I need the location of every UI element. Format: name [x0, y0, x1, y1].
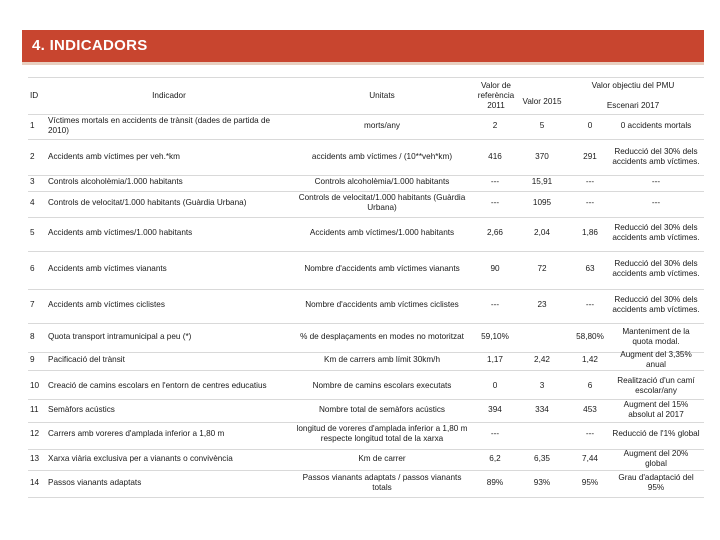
row-10-units: [292, 374, 472, 398]
row-7-target-text: ---: [585, 300, 595, 309]
header-indicator-text: Indicador: [152, 91, 186, 100]
row-11-indicator-text: Semàfors acústics: [48, 405, 115, 414]
row-12-units-text: longitud de voreres d'amplada inferior a 1,80 m respecte longitud total de la xarxa: [296, 424, 468, 443]
row-13-id-text: 13: [30, 454, 40, 463]
row-2-v2015: [518, 140, 566, 174]
row-9-units: [292, 351, 472, 369]
row-7-v2015-text: 23: [537, 300, 547, 309]
row-5-id: [30, 216, 48, 250]
row-10-id-text: 10: [30, 381, 40, 390]
row-6-ref: [474, 250, 516, 288]
row-4-units-text: Controls de velocitat/1.000 habitants (Guàrdia Urbana): [298, 193, 466, 212]
row-8-units-text: % de desplaçaments en modes no motoritzat: [300, 332, 464, 341]
row-8-indicator: [48, 323, 290, 351]
row-7-id: [30, 288, 48, 322]
row-3-indicator: [48, 174, 290, 190]
row-6-ref-text: 90: [490, 264, 500, 273]
row-5-id-text: 5: [30, 228, 35, 237]
row-9-ref-text: 1,17: [487, 355, 503, 364]
row-12-id-text: 12: [30, 429, 40, 438]
row-1-scenario-text: 0 accidents mortals: [620, 121, 692, 130]
row-11-v2015-text: 334: [535, 405, 549, 414]
row-3-v2015-text: 15,91: [531, 177, 553, 186]
header-id: [30, 89, 48, 103]
row-2-units-text: accidents amb víctimes / (10**veh*km): [311, 152, 453, 161]
row-1-id-text: 1: [30, 121, 35, 130]
row-4-v2015: [518, 190, 566, 216]
row-10-ref-text: 0: [492, 381, 498, 390]
row-8-target-text: 58,80%: [576, 332, 604, 341]
row-3-target: [566, 174, 614, 190]
row-9-id: [30, 351, 48, 369]
row-14-target-text: 95%: [581, 478, 599, 487]
row-3-id: [30, 174, 48, 190]
row-5-scenario: [612, 216, 700, 250]
row-4-id: [30, 190, 48, 216]
row-6-id: [30, 250, 48, 288]
row-9-ref: [474, 351, 516, 369]
row-14-ref-text: 89%: [486, 478, 504, 487]
row-7-ref: [474, 288, 516, 322]
row-4-ref-text: ---: [490, 198, 500, 207]
row-7-indicator: [48, 288, 290, 322]
row-11-units: [292, 399, 472, 421]
row-3-target-text: ---: [585, 177, 595, 186]
row-11-ref: [474, 399, 516, 421]
row-11-id: [30, 399, 48, 421]
row-2-target: [566, 140, 614, 174]
row-10-v2015-text: 3: [539, 381, 545, 390]
header-units-text: Unitats: [369, 91, 395, 100]
row-6-v2015-text: 72: [537, 264, 547, 273]
row-12-id: [30, 420, 48, 448]
row-14-target: [566, 470, 614, 496]
row-6-indicator: [48, 250, 290, 288]
row-14-v2015: [518, 470, 566, 496]
row-2-ref-text: 416: [488, 152, 502, 161]
row-10-v2015: [518, 374, 566, 398]
row-5-v2015: [518, 216, 566, 250]
row-11-units-text: Nombre total de semàfors acústics: [318, 405, 446, 414]
row-6-v2015: [518, 250, 566, 288]
row-13-target: [566, 449, 614, 469]
row-6-scenario-text: Reducció del 30% dels accidents amb víctimes.: [612, 259, 700, 278]
header-value-2015-text: Valor 2015: [522, 97, 562, 106]
row-divider: [28, 370, 704, 371]
row-4-target-text: ---: [585, 198, 595, 207]
row-8-scenario-text: Manteniment de la quota modal.: [622, 327, 690, 346]
row-1-scenario: [612, 114, 700, 138]
row-11-ref-text: 394: [488, 405, 502, 414]
row-9-scenario: [612, 351, 700, 369]
row-8-id-text: 8: [30, 332, 35, 341]
row-9-target: [566, 351, 614, 369]
row-10-target-text: 6: [587, 381, 593, 390]
row-1-target-text: 0: [587, 121, 593, 130]
row-5-target-text: 1,86: [582, 228, 598, 237]
header-id-text: ID: [30, 91, 39, 100]
row-14-id: [30, 470, 48, 496]
header-indicator: [48, 89, 290, 103]
row-3-scenario-text: ---: [651, 177, 661, 186]
row-12-scenario-text: Reducció de l'1% global: [612, 429, 700, 438]
row-2-indicator-text: Accidents amb víctimes per veh.*km: [48, 152, 180, 161]
row-5-units: [292, 216, 472, 250]
row-2-target-text: 291: [583, 152, 597, 161]
row-5-ref: [474, 216, 516, 250]
row-8-indicator-text: Quota transport intramunicipal a peu (*): [48, 332, 192, 341]
row-13-units-text: Km de carrer: [358, 454, 406, 463]
row-4-scenario-text: ---: [651, 198, 661, 207]
row-2-units: [292, 140, 472, 174]
row-7-ref-text: ---: [490, 300, 500, 309]
row-1-ref-text: 2: [492, 121, 498, 130]
row-1-units-text: morts/any: [364, 121, 400, 130]
row-7-units-text: Nombre d'accidents amb víctimes ciclistes: [305, 300, 459, 309]
row-9-indicator-text: Pacificació del trànsit: [48, 355, 125, 364]
row-11-id-text: 11: [30, 405, 39, 414]
row-10-ref: [474, 374, 516, 398]
row-5-target: [566, 216, 614, 250]
row-13-v2015: [518, 449, 566, 469]
row-5-v2015-text: 2,04: [534, 228, 550, 237]
row-12-v2015: [518, 420, 566, 448]
row-14-units: [292, 470, 472, 496]
row-7-target: [566, 288, 614, 322]
row-12-ref-text: ---: [490, 429, 500, 438]
row-13-scenario: [612, 449, 700, 469]
header-scenario: [566, 99, 700, 113]
row-11-target: [566, 399, 614, 421]
row-4-v2015-text: 1095: [532, 198, 552, 207]
row-6-scenario: [612, 250, 700, 288]
row-6-target-text: 63: [585, 264, 595, 273]
row-10-target: [566, 374, 614, 398]
row-12-indicator-text: Carrers amb voreres d'amplada inferior a 1,80 m: [48, 429, 225, 438]
row-11-scenario: [612, 399, 700, 421]
row-7-v2015: [518, 288, 566, 322]
row-2-indicator: [48, 140, 290, 174]
row-10-indicator: [48, 374, 290, 398]
header-value-2015: [518, 95, 566, 109]
row-4-indicator-text: Controls de velocitat/1.000 habitants (Guàrdia Urbana): [48, 198, 247, 207]
row-13-v2015-text: 6,35: [534, 454, 550, 463]
row-14-scenario: [612, 470, 700, 496]
row-2-ref: [474, 140, 516, 174]
row-3-v2015: [518, 174, 566, 190]
row-8-scenario: [612, 323, 700, 351]
row-2-id: [30, 140, 48, 174]
row-7-id-text: 7: [30, 300, 35, 309]
row-9-target-text: 1,42: [582, 355, 598, 364]
row-14-units-text: Passos vianants adaptats / passos vianants totals: [302, 473, 462, 492]
row-1-units: [292, 114, 472, 138]
row-14-id-text: 14: [30, 478, 40, 487]
row-5-ref-text: 2,66: [487, 228, 503, 237]
row-11-v2015: [518, 399, 566, 421]
row-1-indicator-text: Víctimes mortals en accidents de trànsit (dades de partida de 2010): [48, 116, 271, 135]
row-7-scenario: [612, 288, 700, 322]
row-8-units: [292, 323, 472, 351]
row-1-v2015: [518, 114, 566, 138]
row-4-ref: [474, 190, 516, 216]
row-5-units-text: Accidents amb víctimes/1.000 habitants: [309, 228, 455, 237]
row-3-ref: [474, 174, 516, 190]
row-3-id-text: 3: [30, 177, 35, 186]
row-9-scenario-text: Augment del 3,35% anual: [620, 350, 692, 369]
row-12-units: [292, 420, 472, 448]
row-7-scenario-text: Reducció del 30% dels accidents amb víctimes.: [612, 295, 700, 314]
row-8-id: [30, 323, 48, 351]
row-6-id-text: 6: [30, 264, 35, 273]
row-6-units-text: Nombre d'accidents amb víctimes vianants: [304, 264, 460, 273]
row-11-indicator: [48, 399, 290, 421]
row-5-scenario-text: Reducció del 30% dels accidents amb víctimes.: [612, 223, 700, 242]
row-3-scenario: [612, 174, 700, 190]
row-13-ref: [474, 449, 516, 469]
row-13-target-text: 7,44: [582, 454, 598, 463]
row-8-v2015: [518, 323, 566, 351]
row-5-indicator: [48, 216, 290, 250]
header-target-text: Valor objectiu del PMU: [591, 81, 675, 90]
section-banner: [22, 30, 704, 65]
row-10-id: [30, 374, 48, 398]
row-6-indicator-text: Accidents amb víctimes vianants: [48, 264, 167, 273]
row-9-v2015-text: 2,42: [534, 355, 550, 364]
row-2-scenario-text: Reducció del 30% dels accidents amb víctimes.: [612, 147, 700, 166]
row-4-indicator: [48, 190, 290, 216]
row-10-indicator-text: Creació de camins escolars en l'entorn de centres educatius: [48, 381, 267, 390]
row-13-scenario-text: Augment del 20% global: [623, 449, 689, 468]
row-14-scenario-text: Grau d'adaptació del 95%: [618, 473, 694, 492]
row-13-indicator-text: Xarxa viària exclusiva per a vianants o convivència: [48, 454, 233, 463]
row-12-scenario: [612, 420, 700, 448]
header-scenario-text: Escenari 2017: [606, 101, 660, 110]
row-14-ref: [474, 470, 516, 496]
row-5-indicator-text: Accidents amb víctimes/1.000 habitants: [48, 228, 193, 237]
row-1-target: [566, 114, 614, 138]
row-4-scenario: [612, 190, 700, 216]
row-4-units: [292, 190, 472, 216]
row-14-indicator-text: Passos vianants adaptats: [48, 478, 142, 487]
row-2-scenario: [612, 140, 700, 174]
row-3-units-text: Controls alcoholèmia/1.000 habitants: [314, 177, 450, 186]
row-10-units-text: Nombre de camins escolars executats: [312, 381, 452, 390]
row-9-id-text: 9: [30, 355, 35, 364]
row-8-ref: [474, 323, 516, 351]
row-7-units: [292, 288, 472, 322]
row-1-indicator: [48, 114, 290, 138]
header-ref-value: [474, 79, 518, 113]
row-1-id: [30, 114, 48, 138]
row-1-v2015-text: 5: [539, 121, 545, 130]
header-ref-value-text: Valor de referència 2011: [477, 81, 515, 110]
row-13-units: [292, 449, 472, 469]
row-9-v2015: [518, 351, 566, 369]
row-14-indicator: [48, 470, 290, 496]
row-1-ref: [474, 114, 516, 138]
header-units: [292, 89, 472, 103]
row-3-units: [292, 174, 472, 190]
row-13-ref-text: 6,2: [489, 454, 501, 463]
row-13-indicator: [48, 449, 290, 469]
row-3-ref-text: ---: [490, 177, 500, 186]
row-11-target-text: 453: [583, 405, 597, 414]
row-12-target: [566, 420, 614, 448]
row-divider: [28, 77, 704, 78]
row-10-scenario-text: Realització d'un camí escolar/any: [617, 376, 695, 395]
row-13-id: [30, 449, 48, 469]
row-12-ref: [474, 420, 516, 448]
row-6-units: [292, 250, 472, 288]
row-8-target: [566, 323, 614, 351]
row-7-indicator-text: Accidents amb víctimes ciclistes: [48, 300, 165, 309]
row-6-target: [566, 250, 614, 288]
row-3-indicator-text: Controls alcoholèmia/1.000 habitants: [48, 177, 183, 186]
row-10-scenario: [612, 374, 700, 398]
row-9-indicator: [48, 351, 290, 369]
row-4-id-text: 4: [30, 198, 35, 207]
row-2-id-text: 2: [30, 152, 35, 161]
row-12-indicator: [48, 420, 290, 448]
row-4-target: [566, 190, 614, 216]
row-12-target-text: ---: [585, 429, 595, 438]
row-14-v2015-text: 93%: [533, 478, 551, 487]
section-title: 4. INDICADORS: [32, 37, 148, 54]
row-2-v2015-text: 370: [535, 152, 549, 161]
header-target: [566, 79, 700, 93]
row-11-scenario-text: Augment del 15% absolut al 2017: [623, 400, 689, 419]
row-divider: [28, 497, 704, 498]
row-9-units-text: Km de carrers amb límit 30km/h: [323, 355, 441, 364]
row-8-ref-text: 59,10%: [481, 332, 509, 341]
